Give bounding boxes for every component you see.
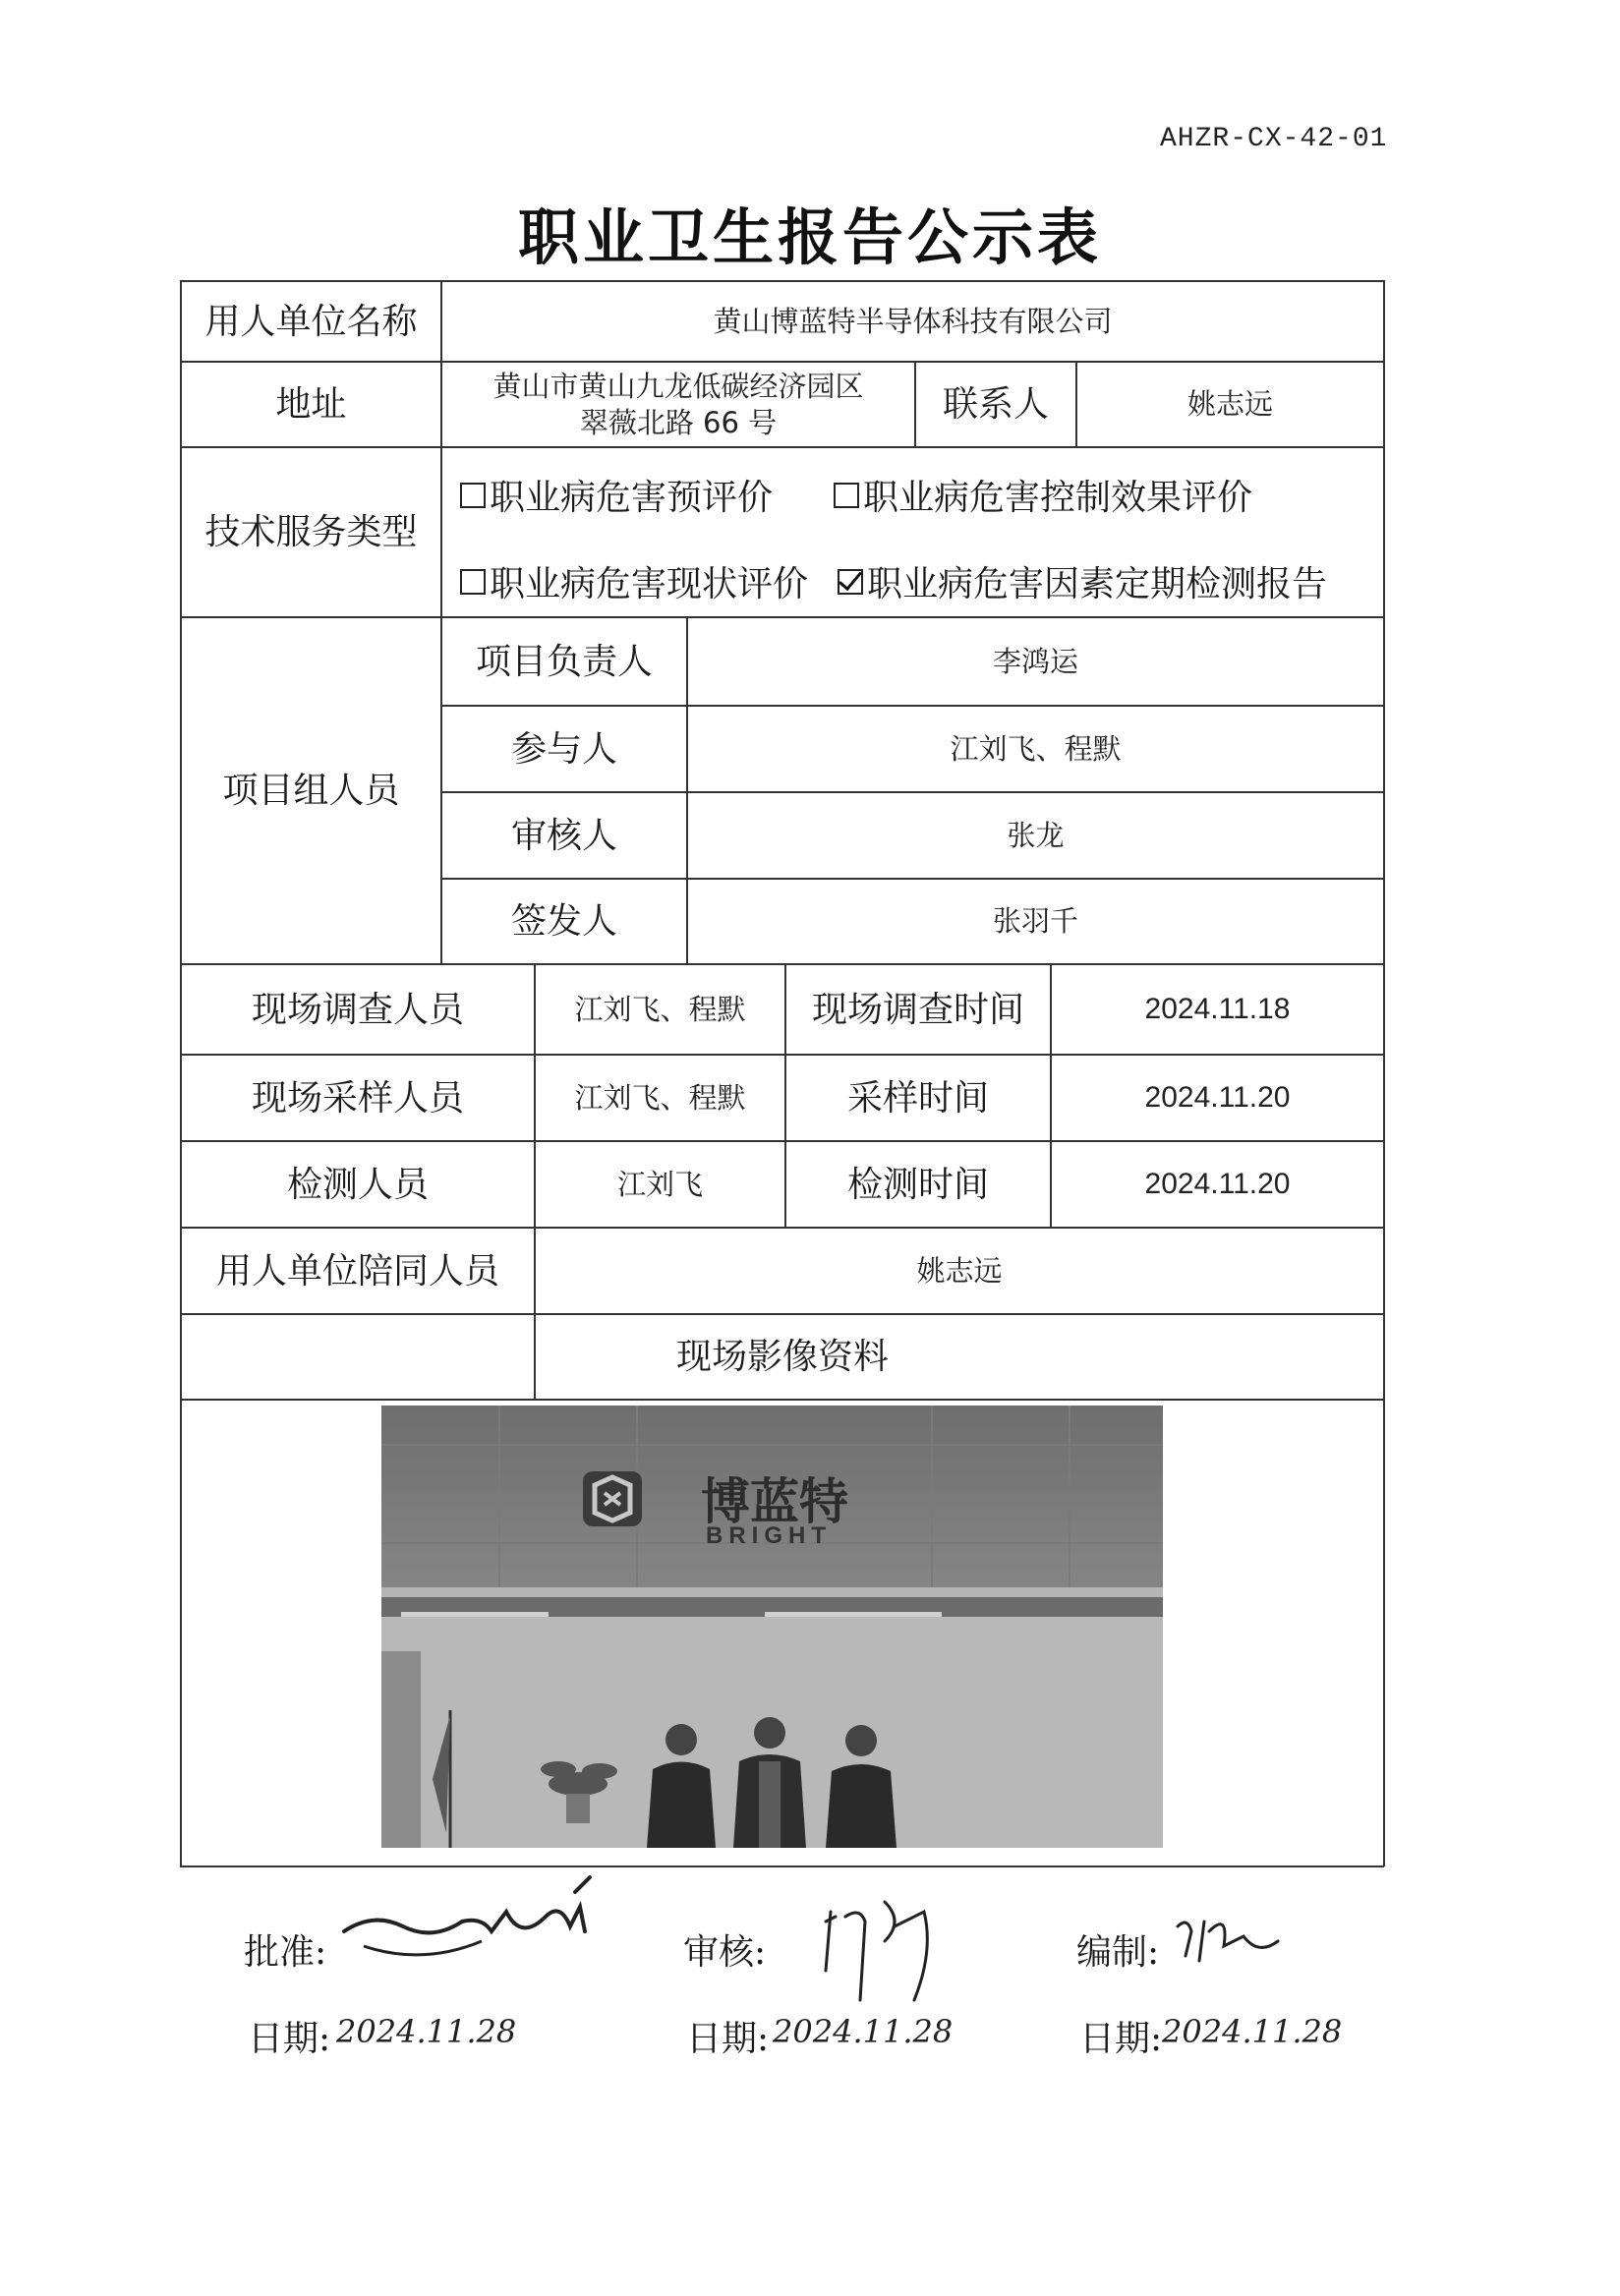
- address-label: 地址: [275, 384, 347, 425]
- checkbox-unchecked-icon: [460, 483, 486, 508]
- team-role: 审核人: [510, 815, 617, 856]
- checkbox-unchecked-icon: [834, 483, 859, 508]
- approve-label: 批准:: [244, 1932, 327, 1973]
- sign-subtext: BRIGHT: [706, 1522, 832, 1549]
- option-label: 职业病危害控制效果评价: [863, 478, 1253, 518]
- employer-name: 黄山博蓝特半导体科技有限公司: [713, 304, 1113, 338]
- project-team-label: 项目组人员: [222, 771, 400, 811]
- team-name: 李鸿运: [992, 644, 1078, 678]
- site-row-time-label: 检测时间: [846, 1164, 989, 1205]
- address-value: [442, 363, 914, 446]
- option-pre-assessment: [460, 470, 773, 520]
- team-role: 参与人: [510, 728, 617, 770]
- site-row-time-label: 采样时间: [846, 1077, 989, 1119]
- page-title: 职业卫生报告公示表: [517, 201, 1102, 273]
- contact-label: 联系人: [942, 384, 1049, 425]
- site-row-people: 江刘飞: [616, 1167, 703, 1201]
- option-label: 职业病危害预评价: [490, 478, 774, 518]
- option-label: 职业病危害因素定期检测报告: [867, 564, 1328, 604]
- compile-date-label: 日期:: [1079, 2019, 1163, 2059]
- images-header: 现场影像资料: [675, 1337, 889, 1377]
- option-control-effect: [834, 470, 1252, 520]
- site-row-people: 江刘飞、程默: [574, 992, 746, 1026]
- approve-date-label: 日期:: [248, 2019, 331, 2059]
- review-date: 2024.11.28: [773, 2013, 954, 2050]
- compile-label: 编制:: [1076, 1932, 1160, 1973]
- sign-text: 博蓝特: [701, 1473, 848, 1530]
- option-status-assessment: [460, 556, 808, 606]
- document-number: AHZR-CX-42-01: [1160, 124, 1388, 154]
- site-photo: [381, 1406, 1163, 1848]
- approve-date: 2024.11.28: [336, 2013, 517, 2050]
- team-name: 张龙: [1007, 818, 1065, 852]
- address-line-2: 翠薇北路 66 号: [579, 405, 778, 439]
- site-row-time-label: 现场调查时间: [811, 989, 1024, 1030]
- team-role: 签发人: [510, 901, 617, 942]
- address-line-1: 黄山市黄山九龙低碳经济园区: [492, 370, 864, 404]
- site-row-time: 2024.11.20: [1144, 1168, 1291, 1201]
- site-row-time: 2024.11.18: [1144, 993, 1291, 1026]
- approve-signature: [334, 1872, 629, 1971]
- service-type-label: 技术服务类型: [204, 512, 418, 552]
- team-name: 张羽千: [992, 904, 1078, 939]
- checkbox-checked-icon: [838, 569, 863, 595]
- review-signature: [816, 1892, 973, 2030]
- compile-signature: [1170, 1907, 1298, 1976]
- employer-label: 用人单位名称: [204, 301, 418, 342]
- review-label: 审核:: [683, 1932, 767, 1973]
- compile-date: 2024.11.28: [1162, 2013, 1343, 2050]
- team-name: 江刘飞、程默: [950, 731, 1122, 766]
- escort-name: 姚志远: [916, 1253, 1003, 1288]
- escort-label: 用人单位陪同人员: [215, 1250, 499, 1292]
- option-periodic-testing: [838, 556, 1327, 606]
- option-label: 职业病危害现状评价: [490, 564, 809, 604]
- logo-icon: [583, 1471, 642, 1526]
- contact-name: 姚志远: [1186, 387, 1273, 422]
- team-role: 项目负责人: [475, 641, 653, 682]
- site-row-time: 2024.11.20: [1144, 1081, 1291, 1115]
- review-date-label: 日期:: [686, 2019, 770, 2059]
- site-row-label: 现场采样人员: [251, 1077, 464, 1119]
- checkbox-unchecked-icon: [460, 569, 486, 595]
- site-row-label: 现场调查人员: [251, 989, 464, 1030]
- site-row-people: 江刘飞、程默: [574, 1080, 746, 1115]
- site-row-label: 检测人员: [286, 1164, 429, 1205]
